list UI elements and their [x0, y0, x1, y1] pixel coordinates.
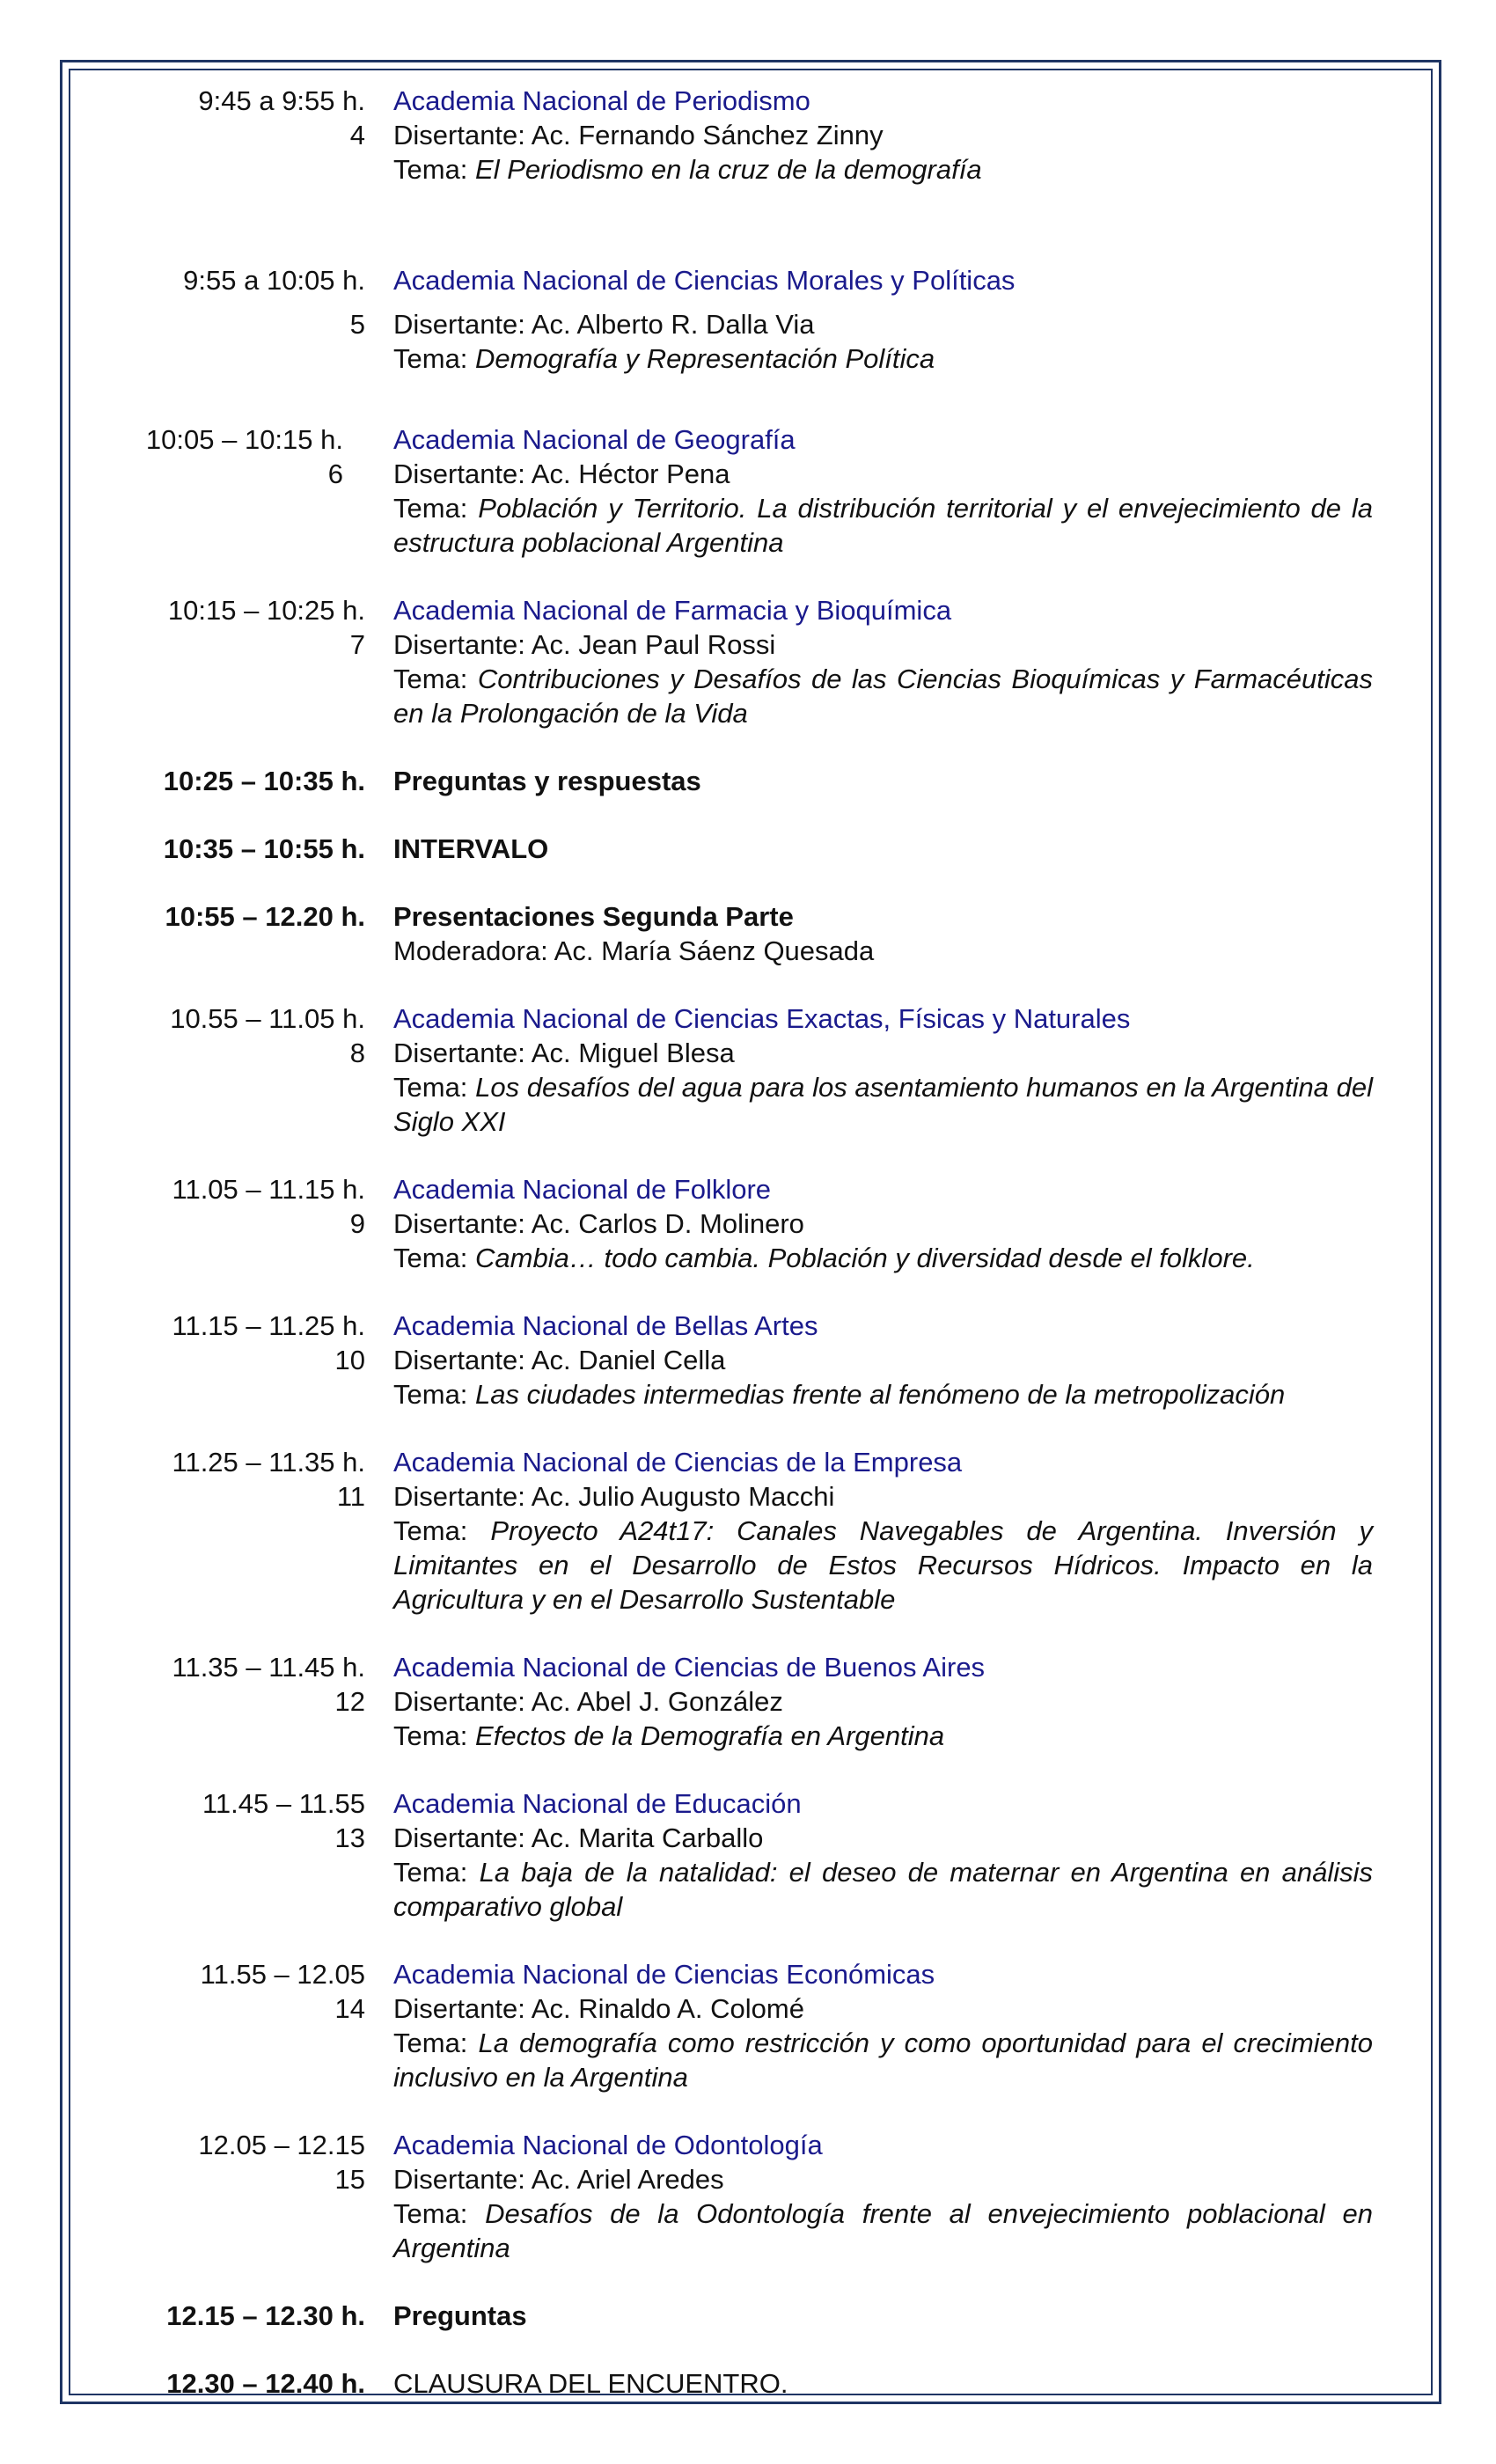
topic-label: Tema: — [393, 1857, 468, 1888]
topic: Cambia… todo cambia. Población y diversidad desde el folklore. — [475, 1243, 1255, 1273]
session-time: 9:45 a 9:55 h. — [198, 85, 365, 116]
academy-name: Academia Nacional de Ciencias Exactas, Físicas y Naturales — [393, 1003, 1131, 1034]
session-number: 15 — [334, 2164, 365, 2195]
break-label: INTERVALO — [393, 833, 549, 864]
academy-name: Academia Nacional de Folklore — [393, 1174, 772, 1205]
academy-name: Academia Nacional de Ciencias Morales y Políticas — [393, 265, 1016, 296]
session-10 — [114, 1309, 1373, 1412]
program-list — [114, 84, 1373, 2401]
speaker: Disertante: Ac. Abel J. González — [393, 1686, 783, 1717]
topic-label: Tema: — [393, 1515, 468, 1546]
topic-label: Tema: — [393, 1243, 468, 1273]
topic-label: Tema: — [393, 664, 468, 694]
part-two-header — [114, 899, 1373, 968]
closing-label: CLAUSURA DEL ENCUENTRO. — [393, 2368, 788, 2399]
topic: Los desafíos del agua para los asentamiento humanos en la Argentina del Siglo XXI — [393, 1072, 1373, 1137]
session-time: 9:55 a 10:05 h. — [183, 265, 365, 296]
session-number: 8 — [349, 1038, 365, 1068]
topic: Proyecto A24t17: Canales Navegables de Argentina. Inversión y Limitantes en el Desarrollo de Estos Recursos Hídricos. Impacto en la Agricultura y en el Desarrollo Sustentable — [393, 1515, 1373, 1615]
session-4 — [114, 84, 1373, 187]
topic-label: Tema: — [393, 343, 468, 374]
academy-name: Academia Nacional de Odontología — [393, 2130, 823, 2160]
topic: La baja de la natalidad: el deseo de maternar en Argentina en análisis comparativo global — [393, 1857, 1373, 1922]
speaker: Disertante: Ac. Carlos D. Molinero — [393, 1208, 804, 1239]
academy-name: Academia Nacional de Ciencias Económicas — [393, 1959, 935, 1990]
session-14 — [114, 1957, 1373, 2094]
academy-name: Academia Nacional de Ciencias de la Empresa — [393, 1447, 963, 1478]
moderator: Moderadora: Ac. María Sáenz Quesada — [393, 935, 875, 966]
session-time: 11.45 – 11.55 — [202, 1788, 365, 1819]
closing-time: 12.15 – 12.30 h. — [166, 2300, 365, 2331]
session-number: 12 — [334, 1686, 365, 1717]
session-time: 11.35 – 11.45 h. — [172, 1652, 365, 1683]
topic: La demografía como restricción y como oportunidad para el crecimiento inclusivo en la Argentina — [393, 2028, 1373, 2093]
session-time: 11.55 – 12.05 — [200, 1959, 365, 1990]
session-number: 11 — [336, 1481, 365, 1512]
speaker: Disertante: Ac. Julio Augusto Macchi — [393, 1481, 835, 1512]
session-6 — [114, 422, 1373, 560]
speaker: Disertante: Ac. Fernando Sánchez Zinny — [393, 120, 884, 150]
session-time: 10:15 – 10:25 h. — [167, 595, 365, 626]
closing-ceremony — [114, 2366, 1373, 2401]
topic-label: Tema: — [393, 2198, 468, 2229]
session-11 — [114, 1445, 1373, 1617]
session-12 — [114, 1650, 1373, 1753]
session-time: 11.25 – 11.35 h. — [172, 1447, 365, 1478]
session-number: 14 — [334, 1993, 365, 2024]
topic: Contribuciones y Desafíos de las Ciencias Bioquímicas y Farmacéuticas en la Prolongación de la Vida — [393, 664, 1373, 729]
closing-time: 12.30 – 12.40 h. — [166, 2368, 365, 2399]
session-15 — [114, 2128, 1373, 2265]
session-number: 9 — [349, 1208, 365, 1239]
speaker: Disertante: Ac. Jean Paul Rossi — [393, 629, 776, 660]
session-8 — [114, 1001, 1373, 1139]
part-two-title: Presentaciones Segunda Parte — [393, 901, 794, 932]
academy-name: Academia Nacional de Periodismo — [393, 85, 810, 116]
break-time: 10:35 – 10:55 h. — [163, 833, 365, 864]
session-time: 12.05 – 12.15 — [198, 2130, 365, 2160]
speaker: Disertante: Ac. Ariel Aredes — [393, 2164, 724, 2195]
session-7 — [114, 593, 1373, 730]
session-time: 11.05 – 11.15 h. — [172, 1174, 365, 1205]
break-time: 10:25 – 10:35 h. — [163, 766, 365, 796]
academy-name: Academia Nacional de Farmacia y Bioquímica — [393, 595, 952, 626]
topic: Población y Territorio. La distribución territorial y el envejecimiento de la estructura poblacional Argentina — [393, 493, 1373, 558]
speaker: Disertante: Ac. Marita Carballo — [393, 1822, 764, 1853]
session-number: 5 — [349, 309, 365, 340]
session-time: 11.15 – 11.25 h. — [172, 1310, 365, 1341]
session-number: 6 — [327, 458, 343, 489]
speaker: Disertante: Ac. Alberto R. Dalla Via — [393, 309, 815, 340]
closing-label: Preguntas — [393, 2300, 527, 2331]
session-number: 13 — [334, 1822, 365, 1853]
topic-label: Tema: — [393, 154, 468, 185]
topic: Demografía y Representación Política — [475, 343, 935, 374]
break-label: Preguntas y respuestas — [393, 766, 701, 796]
speaker: Disertante: Ac. Miguel Blesa — [393, 1038, 735, 1068]
speaker: Disertante: Ac. Daniel Cella — [393, 1345, 726, 1375]
academy-name: Academia Nacional de Bellas Artes — [393, 1310, 818, 1341]
topic: El Periodismo en la cruz de la demografía — [475, 154, 982, 185]
closing-questions — [114, 2299, 1373, 2333]
topic-label: Tema: — [393, 493, 468, 524]
session-number: 4 — [349, 120, 365, 150]
topic-label: Tema: — [393, 2028, 468, 2058]
part-two-time: 10:55 – 12.20 h. — [165, 901, 365, 932]
session-time: 10.55 – 11.05 h. — [170, 1003, 365, 1034]
topic-label: Tema: — [393, 1720, 468, 1751]
session-number: 10 — [334, 1345, 365, 1375]
topic: Desafíos de la Odontología frente al envejecimiento poblacional en Argentina — [393, 2198, 1373, 2263]
session-13 — [114, 1786, 1373, 1924]
break-questions — [114, 764, 1373, 798]
academy-name: Academia Nacional de Geografía — [393, 424, 796, 455]
academy-name: Academia Nacional de Ciencias de Buenos Aires — [393, 1652, 986, 1683]
session-9 — [114, 1172, 1373, 1275]
academy-name: Academia Nacional de Educación — [393, 1788, 802, 1819]
topic: Las ciudades intermedias frente al fenómeno de la metropolización — [475, 1379, 1286, 1410]
speaker: Disertante: Ac. Rinaldo A. Colomé — [393, 1993, 804, 2024]
topic-label: Tema: — [393, 1072, 468, 1103]
topic: Efectos de la Demografía en Argentina — [475, 1720, 945, 1751]
break-interval — [114, 832, 1373, 866]
session-5 — [114, 263, 1373, 376]
session-time: 10:05 – 10:15 h. — [145, 424, 343, 455]
topic-label: Tema: — [393, 1379, 468, 1410]
speaker: Disertante: Ac. Héctor Pena — [393, 458, 730, 489]
session-number: 7 — [349, 629, 365, 660]
